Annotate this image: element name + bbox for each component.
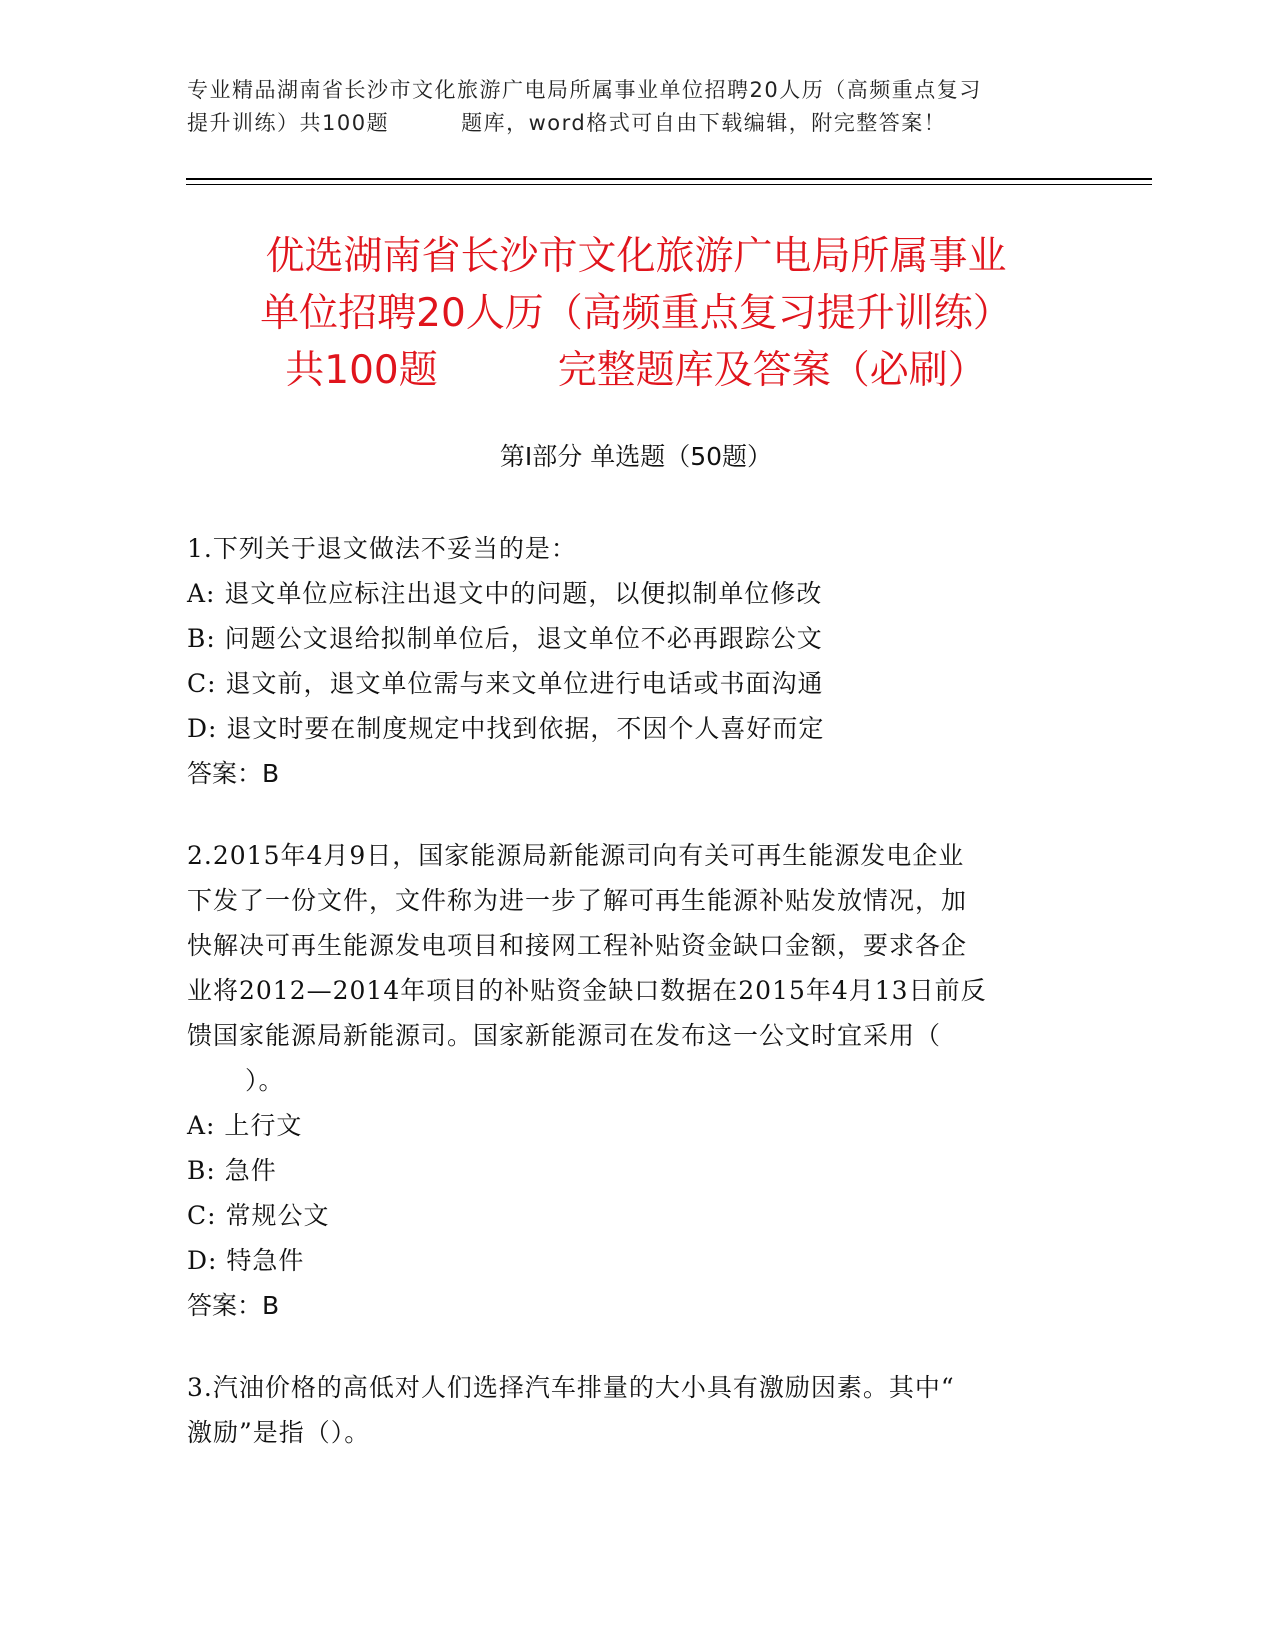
- page-header: [187, 74, 1067, 140]
- option-d: D: 特急件: [187, 1246, 305, 1275]
- option-d: D: 退文时要在制度规定中找到依据，不因个人喜好而定: [187, 714, 825, 743]
- option-c: C: 常规公文: [187, 1201, 330, 1230]
- option-a: A: 上行文: [187, 1111, 303, 1140]
- question-text: 1.下列关于退文做法不妥当的是：: [187, 534, 577, 563]
- question-text-tail: ）。: [245, 1066, 285, 1095]
- question-text-line: 馈国家能源局新能源司。国家新能源司在发布这一公文时宜采用（: [187, 1021, 942, 1050]
- option-a: A: 退文单位应标注出退文中的问题，以便拟制单位修改: [187, 579, 823, 608]
- question-text-line: 快解决可再生能源发电项目和接网工程补贴资金缺口金额，要求各企: [187, 931, 968, 960]
- header-line-2b: 题库，word格式可自由下载编辑，附完整答案！: [461, 111, 947, 135]
- option-c: C: 退文前，退文单位需与来文单位进行电话或书面沟通: [187, 669, 824, 698]
- question-text-line: 3.汽油价格的高低对人们选择汽车排量的大小具有激励因素。其中“: [187, 1373, 955, 1402]
- title-line-3: [186, 342, 1086, 399]
- title-line-3a: 共100题: [285, 348, 438, 393]
- section-title: 第Ⅰ部分 单选题（50题）: [499, 442, 773, 471]
- header-line-1: 专业精品湖南省长沙市文化旅游广电局所属事业单位招聘20人历（高频重点复习: [187, 78, 982, 102]
- question-text-line: 2.2015年4月9日，国家能源局新能源司向有关可再生能源发电企业: [187, 841, 965, 870]
- answer: 答案：B: [187, 759, 280, 788]
- question-list: [187, 526, 1067, 1492]
- header-rule-thin: [186, 184, 1152, 185]
- header-line-2: [187, 107, 1067, 140]
- question-2: [187, 833, 1067, 1328]
- option-b: B: 问题公文退给拟制单位后，退文单位不必再跟踪公文: [187, 624, 823, 653]
- question-text-line: 激励”是指（）。: [187, 1418, 371, 1447]
- question-text-line: 业将2012—2014年项目的补贴资金缺口数据在2015年4月13日前反: [187, 976, 987, 1005]
- question-text-line: 下发了一份文件，文件称为进一步了解可再生能源补贴发放情况，加: [187, 886, 968, 915]
- document-title: [186, 228, 1086, 399]
- question-1: [187, 526, 1067, 796]
- title-line-2: 单位招聘20人历（高频重点复习提升训练）: [260, 291, 1012, 336]
- header-rule-thick: [186, 178, 1152, 180]
- title-line-1: 优选湖南省长沙市文化旅游广电局所属事业: [265, 234, 1007, 279]
- question-3: [187, 1365, 1067, 1455]
- header-line-2a: 提升训练）共100题: [187, 111, 390, 135]
- title-line-3b: 完整题库及答案（必刷）: [557, 348, 987, 393]
- question-text-line: [187, 1058, 1067, 1103]
- option-b: B: 急件: [187, 1156, 277, 1185]
- answer: 答案：B: [187, 1291, 280, 1320]
